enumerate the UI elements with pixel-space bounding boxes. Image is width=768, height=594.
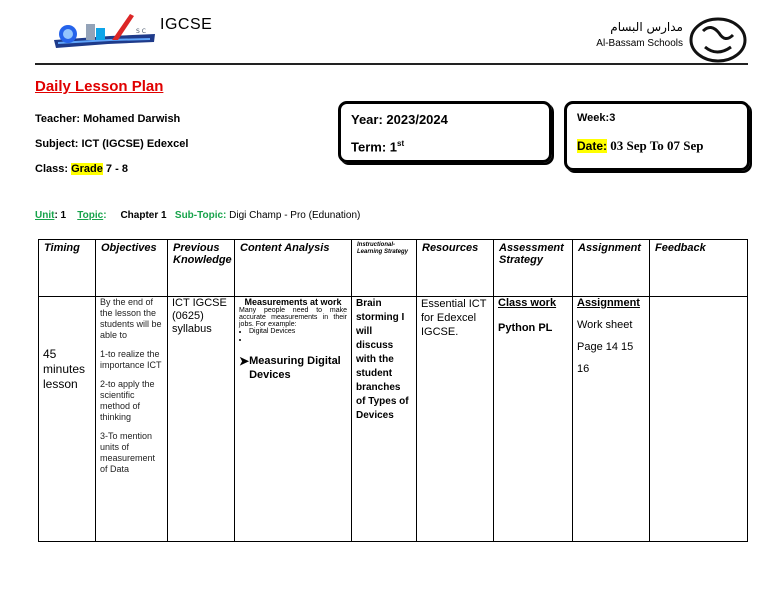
header-objectives: Objectives <box>96 240 168 297</box>
school-emblem-icon <box>689 17 747 63</box>
subtopic-label: Sub-Topic: <box>174 210 227 221</box>
assignment-item: Work sheet <box>577 319 633 331</box>
header-content-analysis: Content Analysis <box>235 240 352 297</box>
chapter-text: Chapter 1 <box>120 210 167 221</box>
subject-line: Subject: ICT (IGCSE) Edexcel <box>35 138 189 150</box>
year-term-box <box>338 101 552 163</box>
cell-previous-knowledge: ICT IGCSE (0625) syllabus <box>168 297 235 542</box>
week-text: Week:3 <box>577 112 616 124</box>
header-resources: Resources <box>417 240 494 297</box>
topic-label: Topic <box>77 210 104 221</box>
svg-text:S C: S C <box>136 28 146 35</box>
objective-item: 3-To mention units of measurement of Data <box>100 431 156 474</box>
cell-assignment <box>573 297 650 542</box>
content-heading: Measurements at work <box>244 297 342 307</box>
content-highlight <box>239 354 347 382</box>
school-name <box>583 20 683 49</box>
table-header-row <box>39 240 748 297</box>
term-text: Term: 1st <box>351 139 405 155</box>
cell-strategy: Brain storming I will discuss with the student branches of Types of Devices <box>352 297 417 542</box>
assignment-item: 16 <box>577 363 590 375</box>
unit-topic-line: Unit: 1 Topic: Chapter 1 Sub-Topic: Digi Champ - Pro (Edunation) <box>35 210 361 221</box>
objective-item: 1-to realize the importance ICT <box>100 349 162 370</box>
header-strategy: Instructional-Learning Strategy <box>352 240 417 297</box>
assessment-text: Python PL <box>498 322 553 334</box>
objective-item: By the end of the lesson the students will be able to <box>100 297 162 340</box>
header-assessment: Assessment Strategy <box>494 240 573 297</box>
cell-content-analysis <box>235 297 352 542</box>
content-bullet: • Digital Devices <box>249 328 347 336</box>
header-timing: Timing <box>39 240 96 297</box>
igcse-label: IGCSE <box>160 16 213 33</box>
table-row <box>39 297 748 542</box>
lesson-plan-table <box>38 239 748 542</box>
assessment-title: Class work <box>498 297 557 309</box>
unit-label: Unit <box>35 210 55 221</box>
week-date-box <box>564 101 750 171</box>
teacher-line: Teacher: Mohamed Darwish <box>35 113 181 125</box>
content-highlight-text: Measuring Digital Devices <box>249 355 341 381</box>
class-highlight: Grade <box>71 163 103 175</box>
class-line <box>35 163 128 175</box>
class-label: Class: <box>35 163 72 175</box>
cell-objectives <box>96 297 168 542</box>
arrow-bullet-icon: ➤ <box>239 354 250 368</box>
header-assignment: Assignment <box>573 240 650 297</box>
cell-assessment <box>494 297 573 542</box>
header-feedback: Feedback <box>650 240 748 297</box>
header-divider <box>35 63 748 65</box>
cell-feedback <box>650 297 748 542</box>
assignment-title: Assignment <box>577 297 640 309</box>
date-text: Date: 03 Sep To 07 Sep <box>577 138 704 153</box>
cell-timing: 45 minutes lesson <box>39 297 96 542</box>
objective-item: 2-to apply the scientific method of thinking <box>100 379 155 422</box>
header-previous-knowledge: Previous Knowledge <box>168 240 235 297</box>
igcse-logo <box>50 10 160 52</box>
page-title: Daily Lesson Plan <box>35 78 164 95</box>
class-value: 7 - 8 <box>102 163 128 175</box>
content-bullet <box>249 336 347 344</box>
year-text: Year: 2023/2024 <box>351 112 448 127</box>
school-name-english: Al-Bassam Schools <box>596 38 683 49</box>
school-name-arabic: مدارس البسام <box>610 20 683 34</box>
cell-resources: Essential ICT for Edexcel IGCSE. <box>417 297 494 542</box>
subtopic-value: Digi Champ - Pro (Edunation) <box>226 210 361 221</box>
content-paragraph: Many people need to make accurate measurements in their jobs. For example: <box>239 307 347 328</box>
assignment-item: Page 14 15 <box>577 341 634 353</box>
content-bullets <box>239 328 347 344</box>
